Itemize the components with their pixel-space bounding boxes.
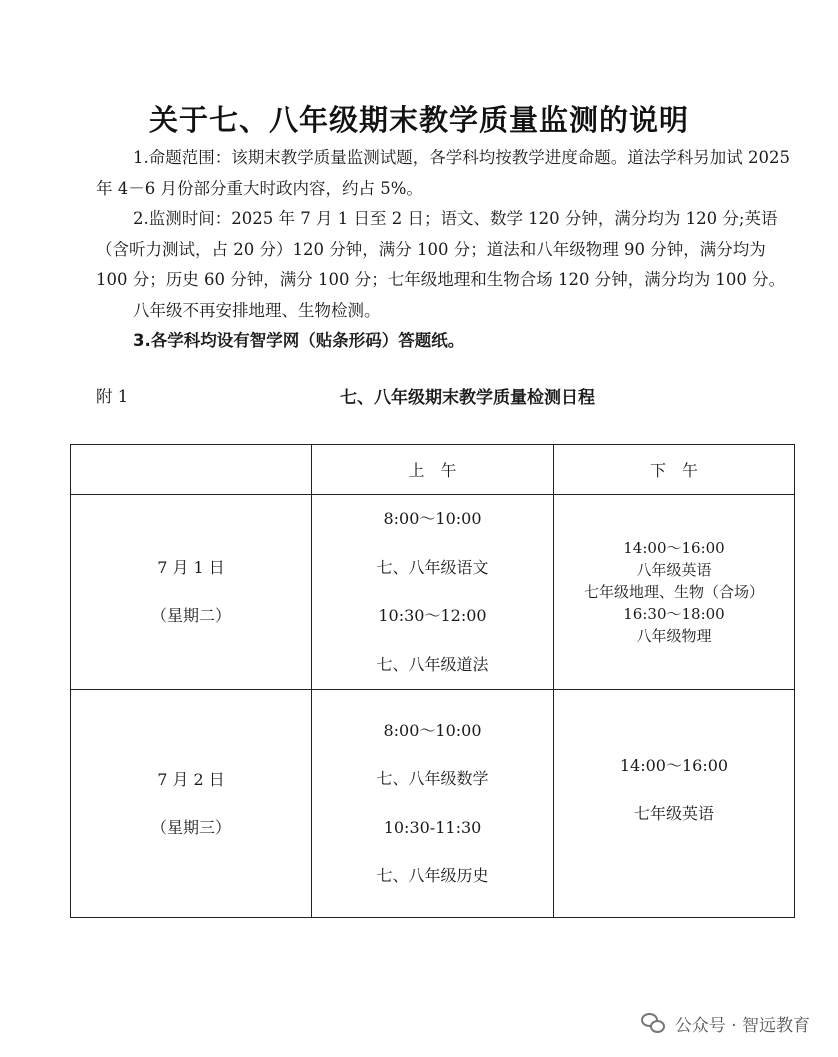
pm-cell: [554, 690, 795, 918]
pm-time-1: 14:00～16:00: [619, 756, 729, 775]
am-subject-2: 七、八年级历史: [376, 866, 489, 885]
am-subject-1: 七、八年级语文: [376, 557, 489, 577]
header-pm-cell: 下 午: [554, 445, 795, 495]
pm-time-2: 16:30～18:00: [623, 605, 725, 623]
pm-cell: [554, 495, 795, 690]
document-title: 关于七、八年级期末教学质量监测的说明: [148, 103, 689, 137]
date-text: 7 月 1 日: [157, 558, 225, 577]
pm-subject-1: 八年级英语: [636, 561, 712, 579]
am-subject-2: 七、八年级道法: [376, 654, 489, 674]
header-am-cell: 上 午: [312, 445, 554, 495]
paragraph-block: [96, 143, 796, 357]
schedule-table: [70, 444, 795, 918]
am-time-2: 10:30-11:30: [383, 817, 482, 837]
header-blank-cell: [71, 445, 312, 495]
am-time-2: 10:30～12:00: [378, 606, 487, 625]
item-1: 1.命题范围：该期末教学质量监测试题，各学科均按教学进度命题。道法学科另加试 2025 年 4－6 月份部分重大时政内容，约占 5%。: [96, 148, 790, 198]
pm-time-1: 14:00～16:00: [623, 539, 725, 557]
date-text: 7 月 2 日: [157, 769, 225, 789]
am-time-1: 8:00～10:00: [383, 720, 482, 740]
am-cell: [312, 690, 554, 918]
table-row: [71, 690, 795, 918]
weekday-text: （星期三）: [150, 817, 231, 837]
date-cell: [71, 495, 312, 690]
am-subject-1: 七、八年级数学: [376, 769, 489, 788]
table-row: [71, 495, 795, 690]
footer-text: 公众号 · 智远教育: [674, 1016, 810, 1036]
appendix-title: 七、八年级期末教学质量检测日程: [340, 388, 595, 408]
item-3: 3.各学科均设有智学网（贴条形码）答题纸。: [133, 331, 465, 350]
wechat-icon: [641, 1013, 667, 1035]
am-cell: [312, 495, 554, 690]
appendix-label: 附 1: [96, 387, 129, 406]
item-2: 2.监测时间：2025 年 7 月 1 日至 2 日；语文、数学 120 分钟，满分均为 120 分;英语（含听力测试，占 20 分）120 分钟，满分 100 分；道法和八年级物理 90 分钟，满分均为 100 分；历史 60 分钟，满分 100 分；七年级地理和生物合场 120 分钟，满分均为 100 分。: [96, 209, 786, 289]
weekday-text: （星期二）: [150, 606, 231, 625]
table-header-row: [71, 445, 795, 495]
date-cell: [71, 690, 312, 918]
pm-subject-1: 七年级英语: [633, 804, 714, 823]
am-time-1: 8:00～10:00: [383, 509, 482, 528]
item-note: 八年级不再安排地理、生物检测。: [133, 300, 381, 320]
watermark-footer: [641, 1011, 810, 1036]
pm-subject-3: 八年级物理: [636, 627, 712, 645]
pm-subject-2: 七年级地理、生物（合场）: [583, 583, 764, 601]
